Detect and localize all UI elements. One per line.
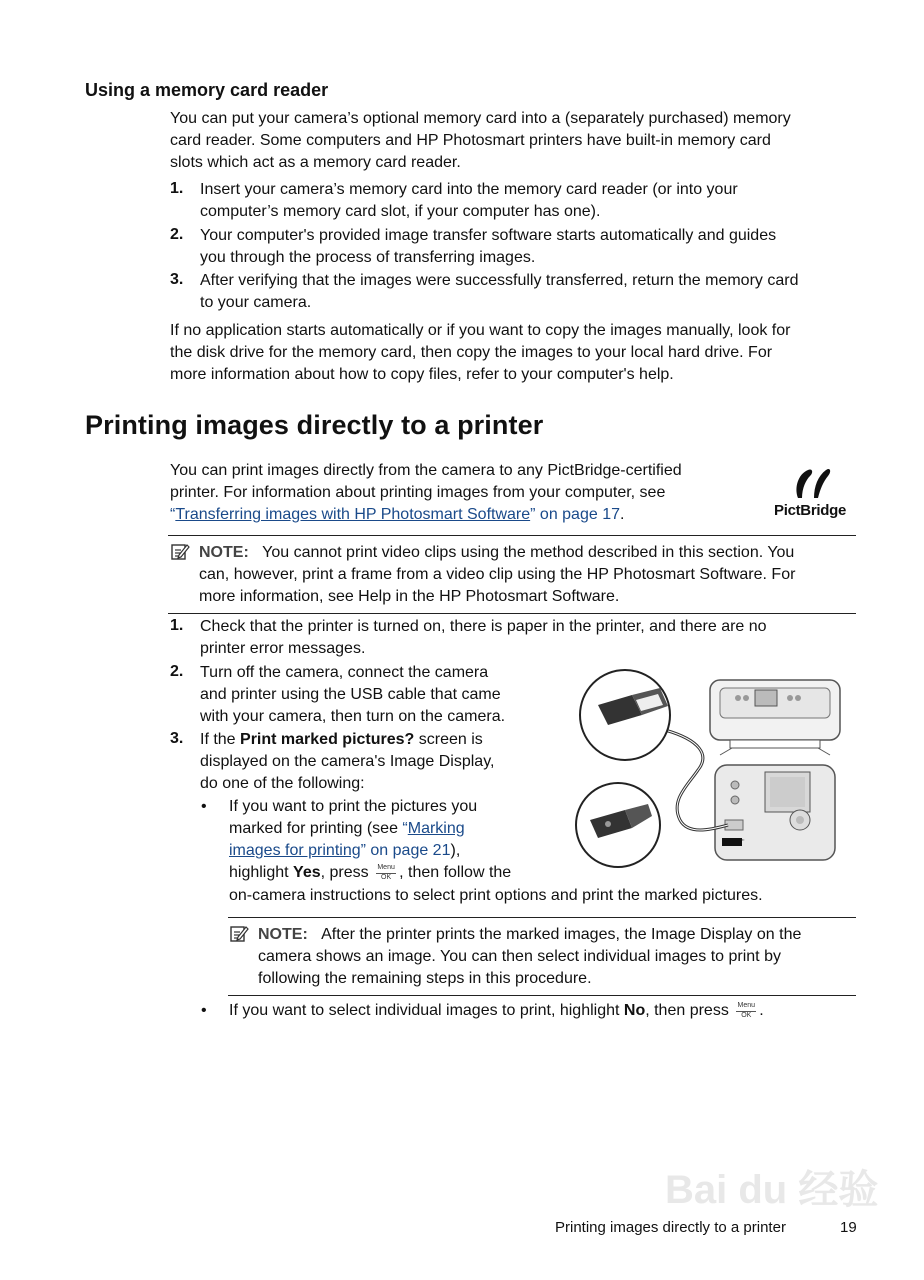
divider <box>228 995 856 996</box>
bullet-text: marked for printing (see <box>229 820 403 837</box>
note-icon <box>229 924 249 949</box>
note-line <box>199 542 795 564</box>
section-heading-printing-directly: Printing images directly to a printer <box>85 410 544 440</box>
step-line: to your camera. <box>200 294 312 311</box>
step-number: 3. <box>170 271 184 288</box>
step-text <box>200 729 494 795</box>
section2-intro <box>170 460 682 526</box>
menu-ok-button-icon <box>733 1001 759 1021</box>
footer-title: Printing images directly to a printer <box>555 1219 786 1236</box>
bullet-text: , press <box>320 864 374 881</box>
note-line <box>258 924 801 946</box>
step-line: with your camera, then turn on the camera. <box>200 708 506 725</box>
step-number: 2. <box>170 226 184 243</box>
note-line: can, however, print a frame from a video clip using the HP Photosmart Software. For <box>199 566 796 583</box>
step-number: 3. <box>170 730 184 747</box>
step-line: After verifying that the images were successfully transferred, return the memory card <box>200 272 799 289</box>
note-line: more information, see Help in the HP Photosmart Software. <box>199 588 620 605</box>
note-label: NOTE: <box>258 926 308 943</box>
note-2 <box>258 924 801 990</box>
step-number: 1. <box>170 617 184 634</box>
step-bold: Print marked pictures? <box>240 731 415 748</box>
step-line: computer’s memory card slot, if your computer has one). <box>200 203 601 220</box>
step-line: you through the process of transferring images. <box>200 249 536 266</box>
section-heading-memory-card-reader: Using a memory card reader <box>85 80 329 100</box>
intro-end: . <box>620 506 625 523</box>
baidu-watermark: Bai du 经验 <box>665 1168 879 1212</box>
bullet-line: on-camera instructions to select print options and print the marked pictures. <box>229 887 763 904</box>
step-line: Insert your camera’s memory card into the memory card reader (or into your <box>200 181 738 198</box>
bullet-line <box>229 840 511 862</box>
bullet-text: , then follow the <box>399 864 512 881</box>
intro-line: printer. For information about printing images from your computer, see <box>170 484 666 501</box>
note-text: You cannot print video clips using the method described in this section. You <box>262 544 795 561</box>
bullet-line <box>229 862 511 884</box>
bullet-bold: Yes <box>293 864 321 881</box>
note-label: NOTE: <box>199 544 249 561</box>
link-quote: “ <box>170 506 176 523</box>
bullet-text: . <box>759 1002 764 1019</box>
bullet-text: highlight <box>229 864 294 881</box>
step-line: Turn off the camera, connect the camera <box>200 664 489 681</box>
step-line: Check that the printer is turned on, there is paper in the printer, and there are no <box>200 618 767 635</box>
step-line: do one of the following: <box>200 775 365 792</box>
step-line: printer error messages. <box>200 640 366 657</box>
usb-a-plug-icon <box>580 670 670 760</box>
step-line <box>200 729 494 751</box>
outro-line: If no application starts automatically or if you want to copy the images manually, look for <box>170 322 791 339</box>
bullet-text: , then press <box>645 1002 734 1019</box>
menu-ok-button-icon <box>373 863 399 883</box>
step-text <box>200 179 738 223</box>
note-line: camera shows an image. You can then select individual images to print by <box>258 948 781 965</box>
ok-label: OK <box>741 1011 752 1019</box>
intro-line: You can put your camera’s optional memory card into a (separately purchased) memory <box>170 110 791 127</box>
step-line: displayed on the camera's Image Display, <box>200 753 495 770</box>
step-line: Your computer's provided image transfer software starts automatically and guides <box>200 227 777 244</box>
step-number: 2. <box>170 663 184 680</box>
bullet-2 <box>229 1000 764 1024</box>
section1-intro <box>170 108 791 174</box>
step-text-post: screen is <box>414 731 483 748</box>
pictbridge-mark-icon <box>768 464 852 500</box>
link-page-ref: ” on page 21 <box>360 842 451 859</box>
divider <box>168 613 856 614</box>
bullet: • <box>201 798 207 815</box>
step-text <box>200 662 505 728</box>
link-marking-images[interactable]: Marking <box>407 820 465 837</box>
menu-label: Menu <box>377 863 395 871</box>
link-marking-images-cont[interactable]: images for printing <box>229 842 361 859</box>
link-quote: “ <box>402 820 408 837</box>
bullet-text: ), <box>450 842 461 859</box>
note-icon <box>170 542 190 567</box>
outro-line: more information about how to copy files, refer to your computer's help. <box>170 366 674 383</box>
page-number: 19 <box>840 1219 857 1236</box>
outro-line: the disk drive for the memory card, then copy the images to your local hard drive. For <box>170 344 773 361</box>
step-line: and printer using the USB cable that came <box>200 686 501 703</box>
step-text <box>200 616 767 660</box>
menu-label: Menu <box>737 1001 756 1009</box>
printer-camera-illustration <box>570 660 860 880</box>
section1-outro <box>170 320 790 386</box>
intro-line: slots which act as a memory card reader. <box>170 154 461 171</box>
link-transferring-images[interactable]: Transferring images with HP Photosmart Software <box>175 506 531 523</box>
bullet-line: If you want to print the pictures you <box>229 798 478 815</box>
step-text-pre: If the <box>200 731 241 748</box>
note-line: following the remaining steps in this procedure. <box>258 970 592 987</box>
pictbridge-text: PictBridge <box>774 502 847 519</box>
pictbridge-logo <box>768 464 852 524</box>
step-text <box>200 270 798 314</box>
intro-line: You can print images directly from the camera to any PictBridge-certified <box>170 462 682 479</box>
intro-line: card reader. Some computers and HP Photosmart printers have built-in memory card <box>170 132 771 149</box>
usb-mini-plug-icon <box>576 783 660 867</box>
step-number: 1. <box>170 180 184 197</box>
bullet-bold: No <box>623 1002 646 1019</box>
note-text: After the printer prints the marked images, the Image Display on the <box>321 926 802 943</box>
bullet-line <box>229 818 511 840</box>
printer-icon <box>710 680 840 755</box>
intro-line <box>170 504 682 526</box>
link-page-ref: ” on page 17 <box>530 506 620 523</box>
divider <box>228 917 856 918</box>
bullet-text: If you want to select individual images to print, highlight <box>229 1002 624 1019</box>
ok-label: OK <box>381 873 392 881</box>
divider <box>168 535 856 536</box>
note-1 <box>199 542 795 608</box>
step-text <box>200 225 776 269</box>
bullet-1 <box>229 796 511 884</box>
bullet: • <box>201 1002 207 1019</box>
